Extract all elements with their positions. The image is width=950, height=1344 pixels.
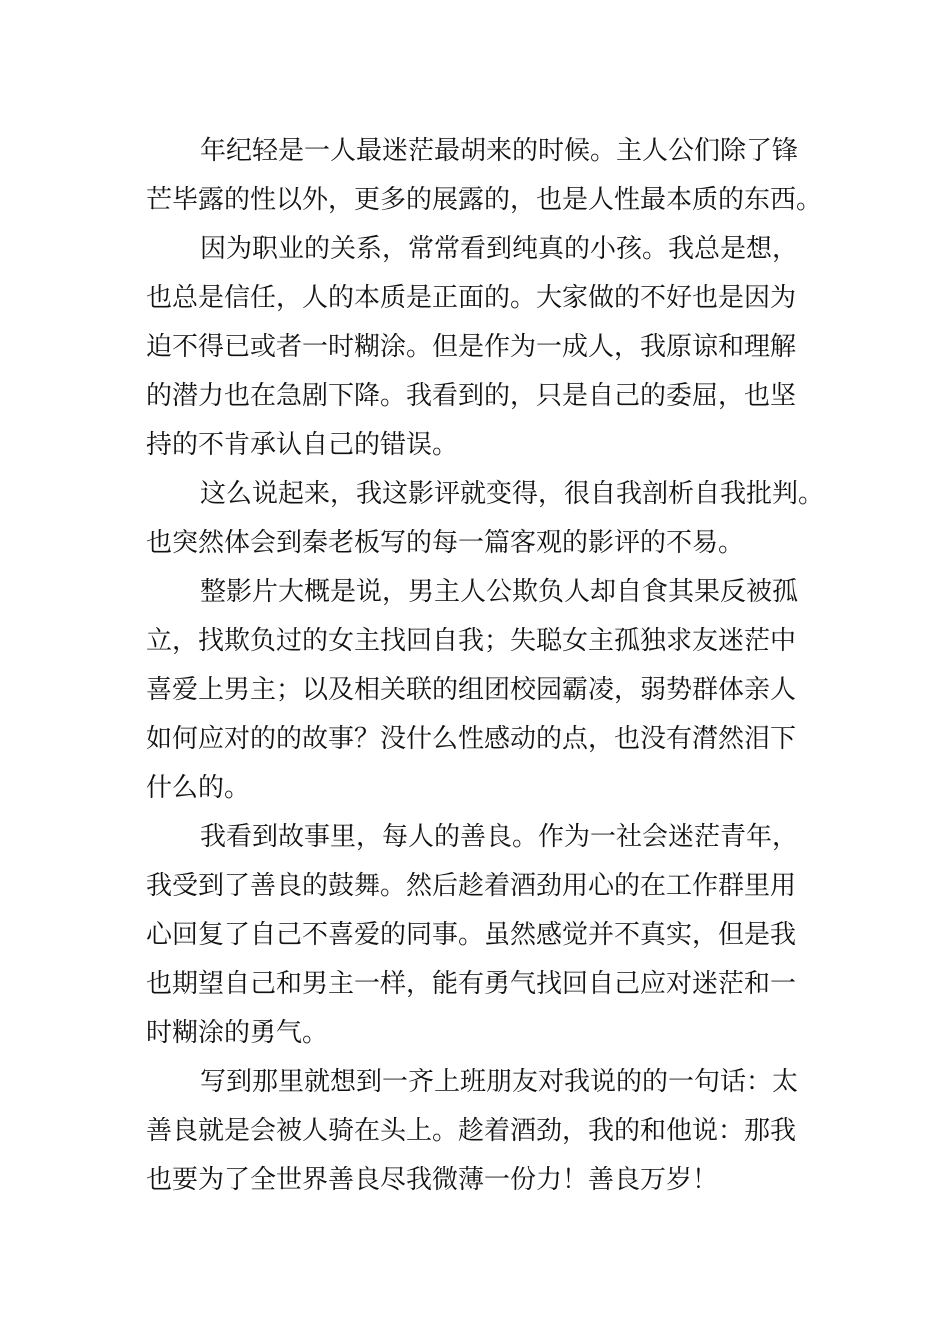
text-line: 这么说起来，我这影评就变得，很自我剖析自我批判。 bbox=[200, 479, 825, 509]
text-line: 什么的。 bbox=[146, 773, 251, 803]
text-line: 因为职业的关系，常常看到纯真的小孩。我总是想， bbox=[200, 234, 799, 264]
document-body bbox=[146, 127, 825, 1205]
text-line: 我看到故事里，每人的善良。作为一社会迷茫青年， bbox=[200, 822, 799, 852]
text-line: 的潜力也在急剧下降。我看到的，只是自己的委屈，也坚 bbox=[146, 381, 797, 411]
text-line: 也突然体会到秦老板写的每一篇客观的影评的不易。 bbox=[146, 528, 745, 558]
text-line: 芒毕露的性以外，更多的展露的，也是人性最本质的东西。 bbox=[146, 185, 823, 215]
text-line: 时糊涂的勇气。 bbox=[146, 1018, 329, 1048]
text-line: 善良就是会被人骑在头上。趁着酒劲，我的和他说：那我 bbox=[146, 1116, 797, 1146]
text-line: 也总是信任，人的本质是正面的。大家做的不好也是因为 bbox=[146, 283, 797, 313]
text-line: 喜爱上男主；以及相关联的组团校园霸凌，弱势群体亲人 bbox=[146, 675, 797, 705]
text-line: 写到那里就想到一齐上班朋友对我说的的一句话：太 bbox=[200, 1067, 799, 1097]
text-line: 也期望自己和男主一样，能有勇气找回自己应对迷茫和一 bbox=[146, 969, 797, 999]
paragraph bbox=[146, 1058, 814, 1205]
text-line: 迫不得已或者一时糊涂。但是作为一成人，我原谅和理解 bbox=[146, 332, 797, 362]
text-line: 如何应对的的故事？没什么性感动的点，也没有潸然泪下 bbox=[146, 724, 797, 754]
text-line: 心回复了自己不喜爱的同事。虽然感觉并不真实，但是我 bbox=[146, 920, 797, 950]
text-line: 年纪轻是一人最迷茫最胡来的时候。主人公们除了锋 bbox=[200, 136, 799, 166]
paragraph bbox=[146, 225, 814, 470]
paragraph bbox=[146, 127, 823, 225]
text-line: 我受到了善良的鼓舞。然后趁着酒劲用心的在工作群里用 bbox=[146, 871, 797, 901]
text-line: 整影片大概是说，男主人公欺负人却自食其果反被孤 bbox=[200, 577, 799, 607]
text-line: 也要为了全世界善良尽我微薄一份力！善良万岁！ bbox=[146, 1165, 719, 1195]
text-line: 立，找欺负过的女主找回自我；失聪女主孤独求友迷茫中 bbox=[146, 626, 797, 656]
paragraph bbox=[146, 470, 825, 568]
paragraph bbox=[146, 813, 814, 1058]
text-line: 持的不肯承认自己的错误。 bbox=[146, 430, 459, 460]
paragraph bbox=[146, 568, 814, 813]
